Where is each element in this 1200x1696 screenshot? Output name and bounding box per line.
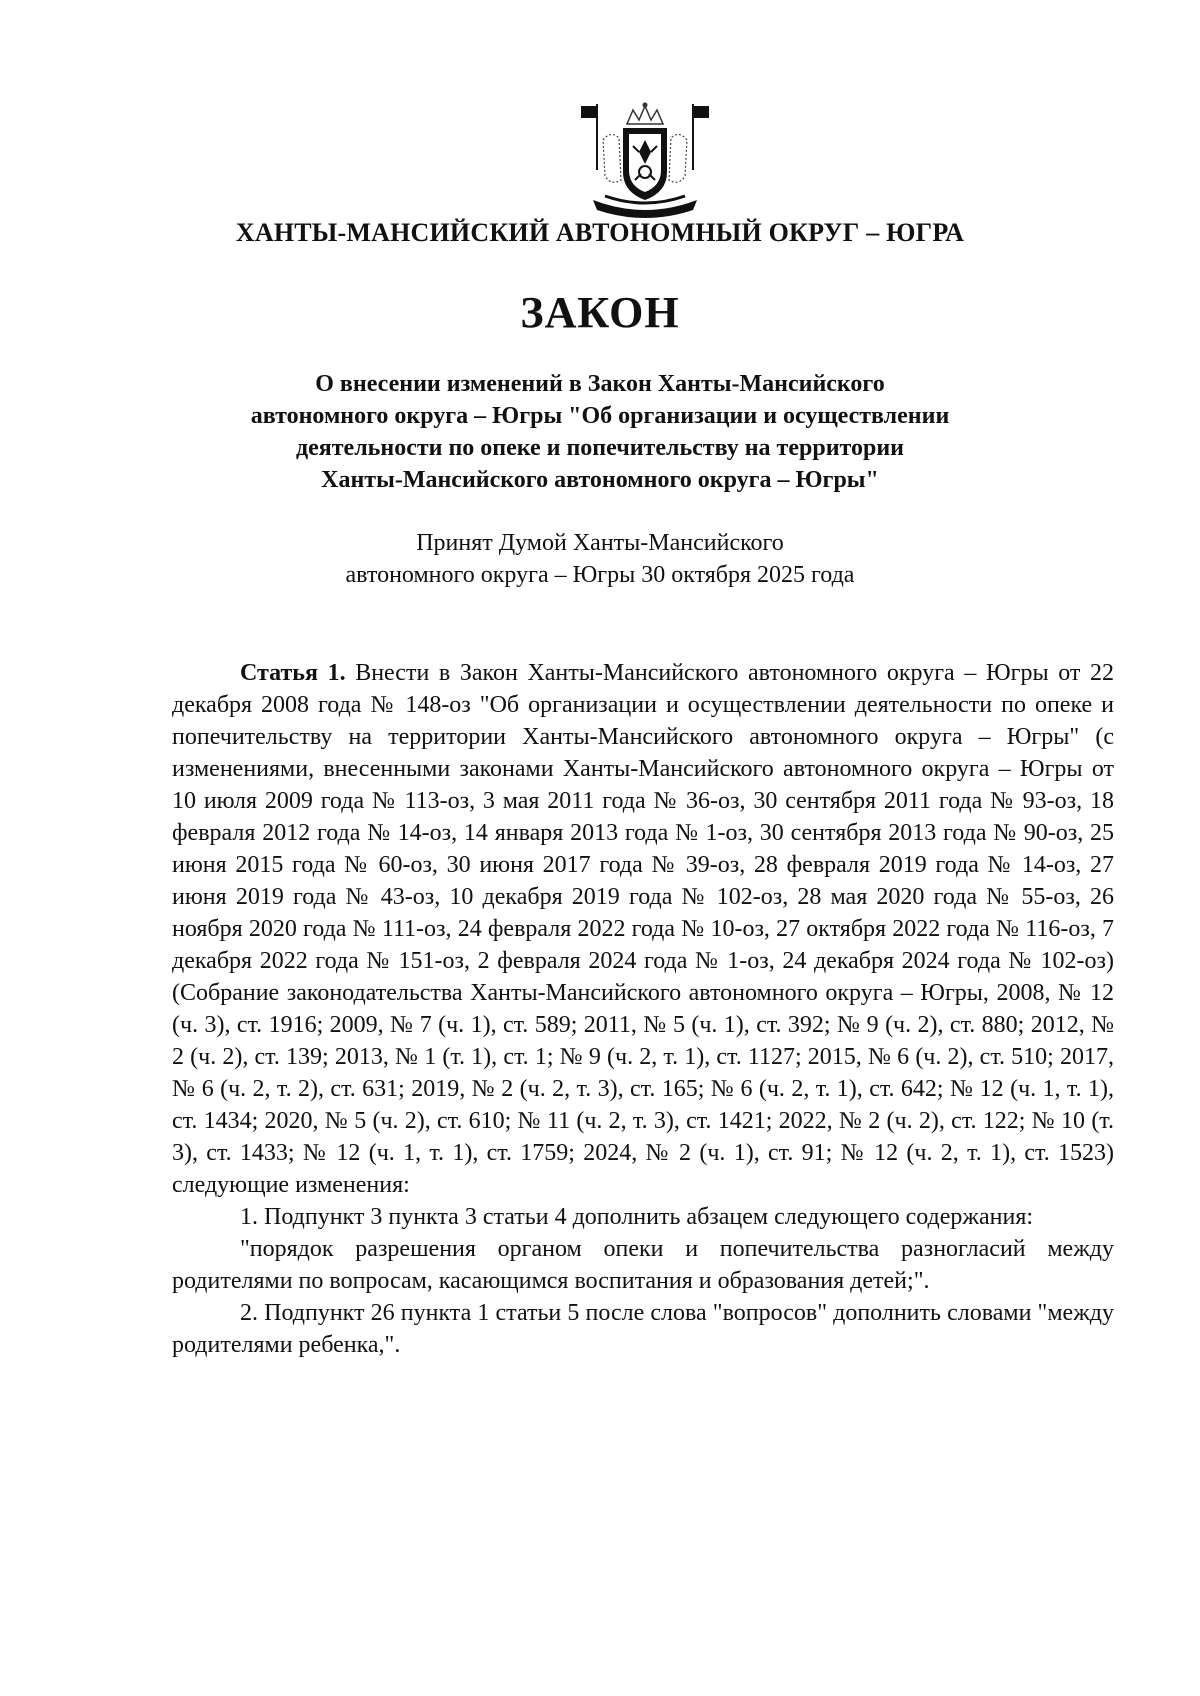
coat-of-arms-icon [575, 100, 715, 218]
article-text: Внести в Закон Ханты-Мансийского автономного округа – Югры от 22 декабря 2008 года № 148-оз "Об организации и осуществлении деятельности по опеке и попечительству на территории Ханты-Мансийского автономного округа – Югры" (с изменениями, внесенными законами Ханты-Мансийского автономного округа – Югры от 10 июля 2009 года № 113-оз, 3 мая 2011 года № 36-оз, 30 сентября 2011 года № 93-оз, 18 февраля 2012 года № 14-оз, 14 января 2013 года № 1-оз, 30 сентября 2013 года № 90-оз, 25 июня 2015 года № 60-оз, 30 июня 2017 года № 39-оз, 28 февраля 2019 года № 14-оз, 27 июня 2019 года № 43-оз, 10 декабря 2019 года № 102-оз, 28 мая 2020 года № 55-оз, 26 ноября 2020 года № 111-оз, 24 февраля 2022 года № 10-оз, 27 октября 2022 года № 116-оз, 7 декабря 2022 года № 151-оз, 2 февраля 2024 года № 1-оз, 24 декабря 2024 года № 102-оз) (Собрание законодательства Ханты-Мансийского автономного округа – Югры, 2008, № 12 (ч. 3), ст. 1916; 2009, № 7 (ч. 1), ст. 589; 2011, № 5 (ч. 1), ст. 392; № 9 (ч. 2), ст. 880; 2012, № 2 (ч. 2), ст. 139; 2013, № 1 (т. 1), ст. 1; № 9 (ч. 2, т. 1), ст. 1127; 2015, № 6 (ч. 2), ст. 510; 2017, № 6 (ч. 2, т. 2), ст. 631; 2019, № 2 (ч. 2, т. 3), ст. 165; № 6 (ч. 2, т. 1), ст. 642; № 12 (ч. 1, т. 1), ст. 1434; 2020, № 5 (ч. 2), ст. 610; № 11 (ч. 2, т. 3), ст. 1421; 2022, № 2 (ч. 2), ст. 122; № 10 (т. 3), ст. 1433; № 12 (ч. 1, т. 1), ст. 1759; 2024, № 2 (ч. 1), ст. 91; № 12 (ч. 2, т. 1), ст. 1523) следующие изменения: [172, 660, 1114, 1198]
law-title [150, 368, 1050, 496]
region-name: ХАНТЫ-МАНСИЙСКИЙ АВТОНОМНЫЙ ОКРУГ – ЮГРА [235, 218, 965, 247]
adoption-line: Принят Думой Ханты-Мансийского [416, 530, 784, 556]
adoption-note [0, 527, 1200, 591]
title-line: Ханты-Мансийского автономного округа – Югры" [321, 467, 879, 493]
article-item-2: 2. Подпункт 26 пункта 1 статьи 5 после слова "вопросов" дополнить словами "между родителями ребенка,". [172, 1300, 1114, 1358]
title-line: О внесении изменений в Закон Ханты-Мансийского [315, 371, 885, 397]
article-1-paragraph [172, 657, 1114, 1201]
title-line: деятельности по опеке и попечительству на территории [295, 435, 904, 461]
article-item-1: 1. Подпункт 3 пункта 3 статьи 4 дополнить абзацем следующего содержания: [240, 1204, 1034, 1230]
article-1 [172, 657, 1114, 1361]
article-label: Статья 1. [240, 660, 346, 686]
article-item-1-quote: "порядок разрешения органом опеки и попечительства разногласий между родителями по вопросам, касающимся воспитания и образования детей;". [172, 1236, 1114, 1294]
document-type: ЗАКОН [520, 288, 680, 337]
adoption-line: автономного округа – Югры 30 октября 2025 года [345, 562, 855, 588]
title-line: автономного округа – Югры "Об организации и осуществлении [250, 403, 950, 429]
